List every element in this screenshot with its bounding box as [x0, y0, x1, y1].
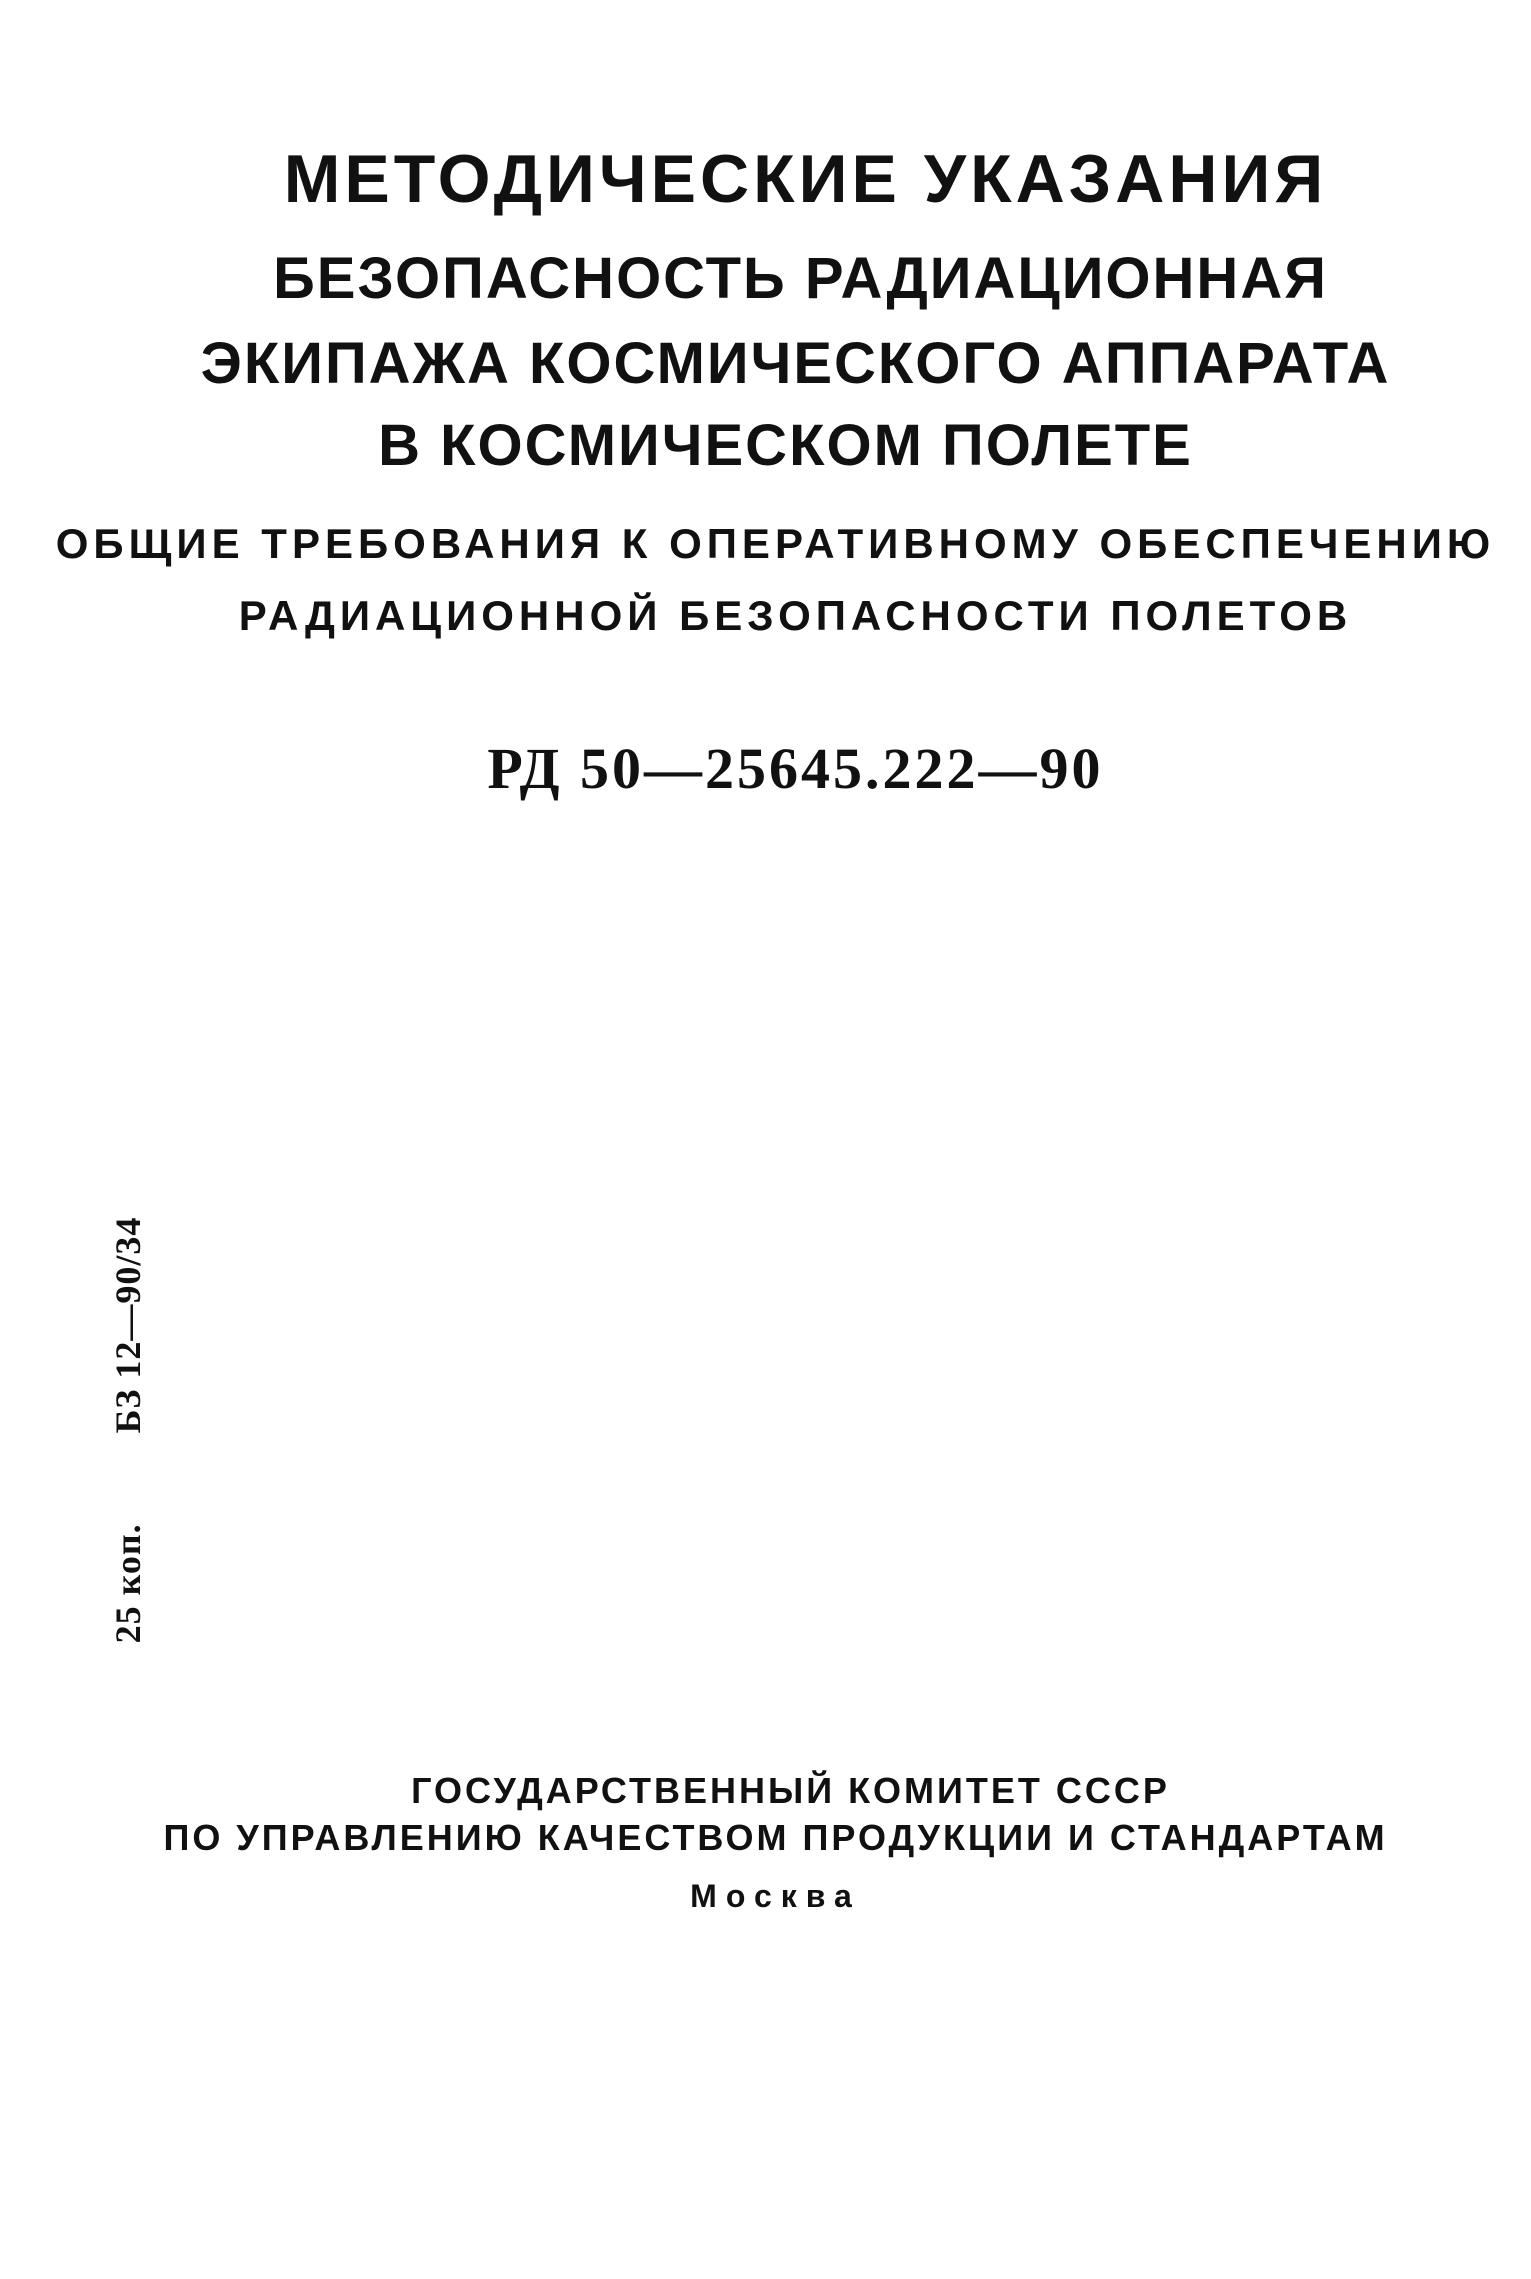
- side-imprint: [107, 1217, 149, 1644]
- document-type-heading: МЕТОДИЧЕСКИЕ УКАЗАНИЯ: [283, 141, 1328, 217]
- title-line-1: БЕЗОПАСНОСТЬ РАДИАЦИОННАЯ: [273, 246, 1328, 311]
- document-designation: РД 50—25645.222—90: [487, 736, 1104, 801]
- title-line-2: ЭКИПАЖА КОСМИЧЕСКОГО АППАРАТА: [200, 331, 1391, 396]
- subtitle-line-2: РАДИАЦИОННОЙ БЕЗОПАСНОСТИ ПОЛЕТОВ: [238, 592, 1353, 639]
- publisher-line-2: ПО УПРАВЛЕНИЮ КАЧЕСТВОМ ПРОДУКЦИИ И СТАНДАРТАМ: [163, 1817, 1388, 1858]
- subtitle-line-1: ОБЩИЕ ТРЕБОВАНИЯ К ОПЕРАТИВНОМУ ОБЕСПЕЧЕНИЮ: [55, 520, 1496, 567]
- catalog-code: БЗ 12—90/34: [108, 1216, 148, 1434]
- title-line-3: В КОСМИЧЕСКОМ ПОЛЕТЕ: [378, 413, 1193, 478]
- publisher-line-1: ГОСУДАРСТВЕННЫЙ КОМИТЕТ СССР: [411, 1770, 1170, 1811]
- publication-city: Москва: [690, 1878, 861, 1914]
- price-label: 25 коп.: [108, 1523, 148, 1644]
